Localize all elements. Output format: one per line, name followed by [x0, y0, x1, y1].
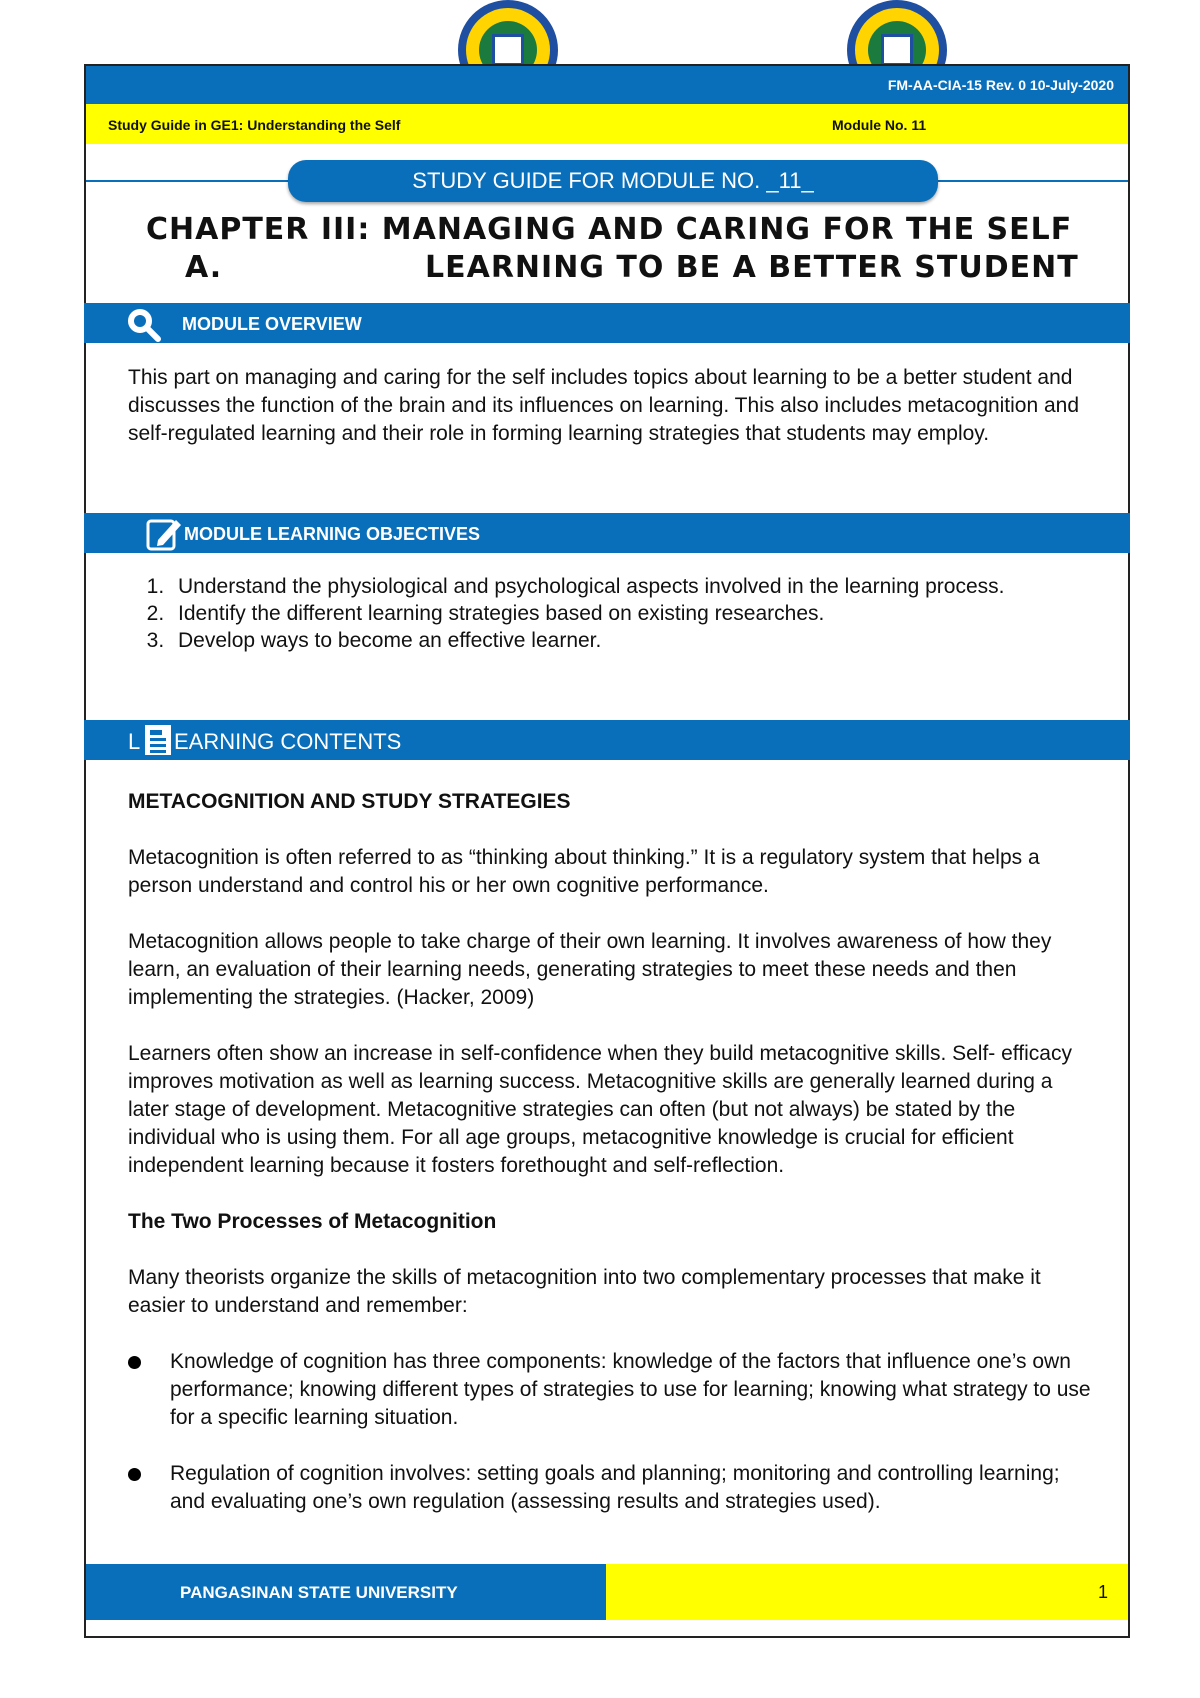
module-overview-bar — [84, 303, 1130, 343]
objectives-list — [128, 573, 1088, 654]
study-guide-label: Study Guide in GE1: Understanding the Self — [108, 117, 401, 133]
learning-contents-bar — [84, 720, 1130, 760]
chapter-subtitle: LEARNING TO BE A BETTER STUDENT — [425, 250, 1079, 285]
header-blue-bar — [86, 66, 1128, 104]
bullet-icon — [128, 1356, 141, 1369]
edit-icon — [146, 516, 182, 552]
learning-objectives-heading: MODULE LEARNING OBJECTIVES — [184, 524, 481, 544]
list-item-text: Knowledge of cognition has three components: knowledge of the factors that influence one’s own performance; knowing different types of strategies to use for learning; knowing what strategy to use for a specific learning situation. — [170, 1350, 1091, 1429]
form-code: FM-AA-CIA-15 Rev. 0 10-July-2020 — [887, 77, 1114, 93]
learning-objectives-bar — [84, 513, 1130, 553]
footer-blue-bar — [86, 1564, 606, 1620]
overview-text: This part on managing and caring for the self includes topics about learning to be a better student and discusses the function of the brain and its influences on learning. This also includes metacognition and self-regulated learning and their role in forming learning strategies that students may employ. — [128, 366, 1080, 445]
chapter-title: CHAPTER III: MANAGING AND CARING FOR THE SELF — [146, 212, 1073, 247]
two-processes-subheading: The Two Processes of Metacognition — [128, 1210, 497, 1233]
list-item-text: Regulation of cognition involves: setting goals and planning; monitoring and controlling learning; and evaluating one’s own regulation (assessing results and strategies used). — [170, 1462, 1060, 1513]
content-paragraph: Learners often show an increase in self-confidence when they build metacognitive skills. Self- efficacy improves motivation as well as learning success. Metacognitive skills are generally learned during a later stage of development. Metacognitive strategies can often (but not always) be stated by the individual who is using them. For all age groups, metacognitive knowledge is crucial for efficient independent learning because it fosters forethought and self-reflection. — [128, 1042, 1072, 1177]
content-paragraph: Metacognition is often referred to as “thinking about thinking.” It is a regulatory system that helps a person understand and control his or her own cognitive performance. — [128, 846, 1040, 897]
objective-item: 1. Understand the physiological and psychological aspects involved in the learning process. — [170, 573, 1088, 600]
learning-contents-heading: EARNING CONTENTS — [174, 729, 402, 754]
metacognition-subheading: METACOGNITION AND STUDY STRATEGIES — [128, 790, 571, 813]
footer-yellow-bar — [606, 1564, 1128, 1620]
objective-item: 3. Develop ways to become an effective learner. — [170, 627, 1088, 654]
document-icon — [144, 724, 172, 756]
module-overview-heading: MODULE OVERVIEW — [182, 314, 362, 334]
processes-list — [128, 1348, 1098, 1516]
bullet-icon — [128, 1468, 141, 1481]
study-guide-banner: STUDY GUIDE FOR MODULE NO. _11_ — [288, 160, 938, 202]
content-paragraph: Many theorists organize the skills of metacognition into two complementary processes that make it easier to understand and remember: — [128, 1266, 1041, 1317]
module-label: Module No. 11 — [832, 117, 927, 133]
chapter-letter: A. — [185, 250, 223, 285]
learning-contents-heading-prefix: L — [128, 729, 141, 754]
header-yellow-bar — [86, 104, 1128, 144]
search-icon — [124, 305, 162, 343]
content-paragraph: Metacognition allows people to take charge of their own learning. It involves awareness of how they learn, an evaluation of their learning needs, generating strategies to meet these needs and then implementing the strategies. (Hacker, 2009) — [128, 930, 1052, 1009]
learning-contents-body — [128, 788, 1098, 1544]
list-item — [170, 1348, 1098, 1432]
university-name: PANGASINAN STATE UNIVERSITY — [180, 1583, 458, 1602]
house-icon — [492, 34, 524, 66]
list-item — [170, 1460, 1098, 1516]
house-icon — [881, 34, 913, 66]
objective-item: 2. Identify the different learning strategies based on existing researches. — [170, 600, 1088, 627]
page-number: 1 — [1097, 1582, 1108, 1602]
